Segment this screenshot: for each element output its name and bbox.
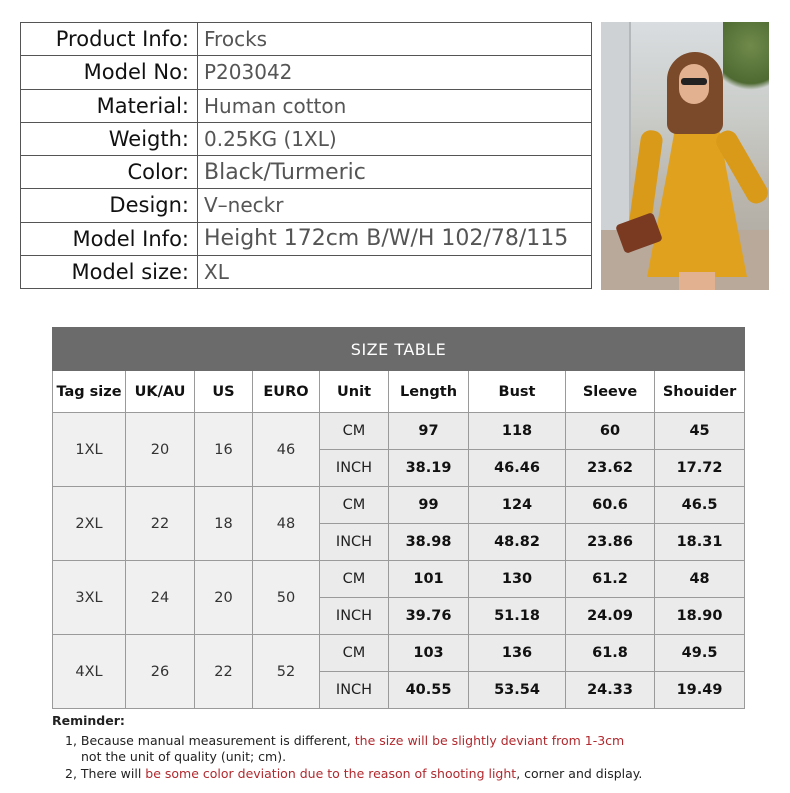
unit-cell: INCH — [320, 524, 389, 561]
measure-sleeve-cell: 24.33 — [566, 672, 655, 709]
size-table — [52, 327, 745, 709]
reminder-line-1-cont: not the unit of quality (unit; cm). — [81, 749, 287, 764]
info-row — [21, 156, 592, 189]
column-header: US — [195, 371, 253, 413]
measure-bust-cell: 51.18 — [469, 598, 566, 635]
unit-cell: INCH — [320, 672, 389, 709]
reminder-text: 1, Because manual measurement is different, — [65, 732, 355, 748]
size-tag-cell: 3XL — [53, 561, 126, 635]
size-table-title: SIZE TABLE — [53, 328, 745, 371]
size-uk-cell: 22 — [126, 487, 195, 561]
size-tag-cell: 1XL — [53, 413, 126, 487]
column-header: Sleeve — [566, 371, 655, 413]
photo-legs — [679, 272, 715, 290]
measure-length-cell: 97 — [389, 413, 469, 450]
measure-bust-cell: 124 — [469, 487, 566, 524]
info-row — [21, 56, 592, 89]
column-header: Shouider — [655, 371, 745, 413]
size-us-cell: 18 — [195, 487, 253, 561]
column-header: Length — [389, 371, 469, 413]
size-row — [53, 635, 745, 672]
measure-bust-cell: 136 — [469, 635, 566, 672]
size-row — [53, 561, 745, 598]
size-uk-cell: 26 — [126, 635, 195, 709]
size-row — [53, 413, 745, 450]
reminder-text: 2, There will — [65, 765, 146, 781]
reminder-highlight: be some color deviation due to the reason of shooting light — [145, 765, 517, 781]
measure-shoulder-cell: 46.5 — [655, 487, 745, 524]
measure-length-cell: 39.76 — [389, 598, 469, 635]
column-header: EURO — [253, 371, 320, 413]
measure-length-cell: 99 — [389, 487, 469, 524]
info-value: Human cotton — [198, 89, 592, 122]
unit-cell: INCH — [320, 598, 389, 635]
size-tag-cell: 4XL — [53, 635, 126, 709]
unit-cell: CM — [320, 413, 389, 450]
photo-sunglasses — [681, 78, 707, 85]
info-row — [21, 89, 592, 122]
info-label: Color: — [21, 156, 198, 189]
measure-shoulder-cell: 18.31 — [655, 524, 745, 561]
info-value: P203042 — [198, 56, 592, 89]
size-uk-cell: 24 — [126, 561, 195, 635]
size-uk-cell: 20 — [126, 413, 195, 487]
info-row — [21, 23, 592, 56]
column-header: Tag size — [53, 371, 126, 413]
model-photo — [601, 22, 769, 290]
measure-bust-cell: 130 — [469, 561, 566, 598]
measure-sleeve-cell: 24.09 — [566, 598, 655, 635]
info-value: Black/Turmeric — [198, 156, 592, 189]
measure-shoulder-cell: 45 — [655, 413, 745, 450]
measure-shoulder-cell: 19.49 — [655, 672, 745, 709]
reminder-text: , corner and display. — [516, 765, 643, 781]
measure-sleeve-cell: 60.6 — [566, 487, 655, 524]
info-value: XL — [198, 255, 592, 288]
reminder-line-1 — [52, 733, 642, 750]
info-label: Weigth: — [21, 122, 198, 155]
size-euro-cell: 46 — [253, 413, 320, 487]
info-label: Model No: — [21, 56, 198, 89]
measure-bust-cell: 53.54 — [469, 672, 566, 709]
measure-shoulder-cell: 48 — [655, 561, 745, 598]
info-value: V–neckr — [198, 189, 592, 222]
size-euro-cell: 50 — [253, 561, 320, 635]
measure-bust-cell: 118 — [469, 413, 566, 450]
size-us-cell: 20 — [195, 561, 253, 635]
measure-bust-cell: 48.82 — [469, 524, 566, 561]
unit-cell: CM — [320, 487, 389, 524]
info-row — [21, 189, 592, 222]
info-value: 0.25KG (1XL) — [198, 122, 592, 155]
unit-cell: CM — [320, 635, 389, 672]
info-row — [21, 122, 592, 155]
size-us-cell: 16 — [195, 413, 253, 487]
info-label: Model size: — [21, 255, 198, 288]
size-row — [53, 487, 745, 524]
measure-shoulder-cell: 49.5 — [655, 635, 745, 672]
measure-length-cell: 103 — [389, 635, 469, 672]
measure-sleeve-cell: 23.86 — [566, 524, 655, 561]
size-euro-cell: 52 — [253, 635, 320, 709]
column-header: UK/AU — [126, 371, 195, 413]
product-info-table — [20, 22, 592, 289]
column-header: Bust — [469, 371, 566, 413]
info-row — [21, 255, 592, 288]
info-row — [21, 222, 592, 255]
reminder-line-2 — [52, 766, 642, 783]
measure-length-cell: 38.19 — [389, 450, 469, 487]
unit-cell: CM — [320, 561, 389, 598]
size-euro-cell: 48 — [253, 487, 320, 561]
info-label: Design: — [21, 189, 198, 222]
measure-sleeve-cell: 60 — [566, 413, 655, 450]
info-value: Frocks — [198, 23, 592, 56]
info-value: Height 172cm B/W/H 102/78/115 — [198, 222, 592, 255]
photo-tree — [723, 22, 769, 102]
measure-length-cell: 40.55 — [389, 672, 469, 709]
measure-length-cell: 38.98 — [389, 524, 469, 561]
measure-sleeve-cell: 61.8 — [566, 635, 655, 672]
reminder-title: Reminder: — [52, 713, 125, 728]
size-tag-cell: 2XL — [53, 487, 126, 561]
measure-bust-cell: 46.46 — [469, 450, 566, 487]
size-us-cell: 22 — [195, 635, 253, 709]
measure-length-cell: 101 — [389, 561, 469, 598]
reminder-highlight: the size will be slightly deviant from 1-3cm — [354, 732, 625, 748]
measure-sleeve-cell: 61.2 — [566, 561, 655, 598]
unit-cell: INCH — [320, 450, 389, 487]
measure-shoulder-cell: 18.90 — [655, 598, 745, 635]
column-header: Unit — [320, 371, 389, 413]
info-label: Material: — [21, 89, 198, 122]
measure-sleeve-cell: 23.62 — [566, 450, 655, 487]
info-label: Model Info: — [21, 222, 198, 255]
measure-shoulder-cell: 17.72 — [655, 450, 745, 487]
reminder-note — [52, 713, 642, 782]
info-label: Product Info: — [21, 23, 198, 56]
